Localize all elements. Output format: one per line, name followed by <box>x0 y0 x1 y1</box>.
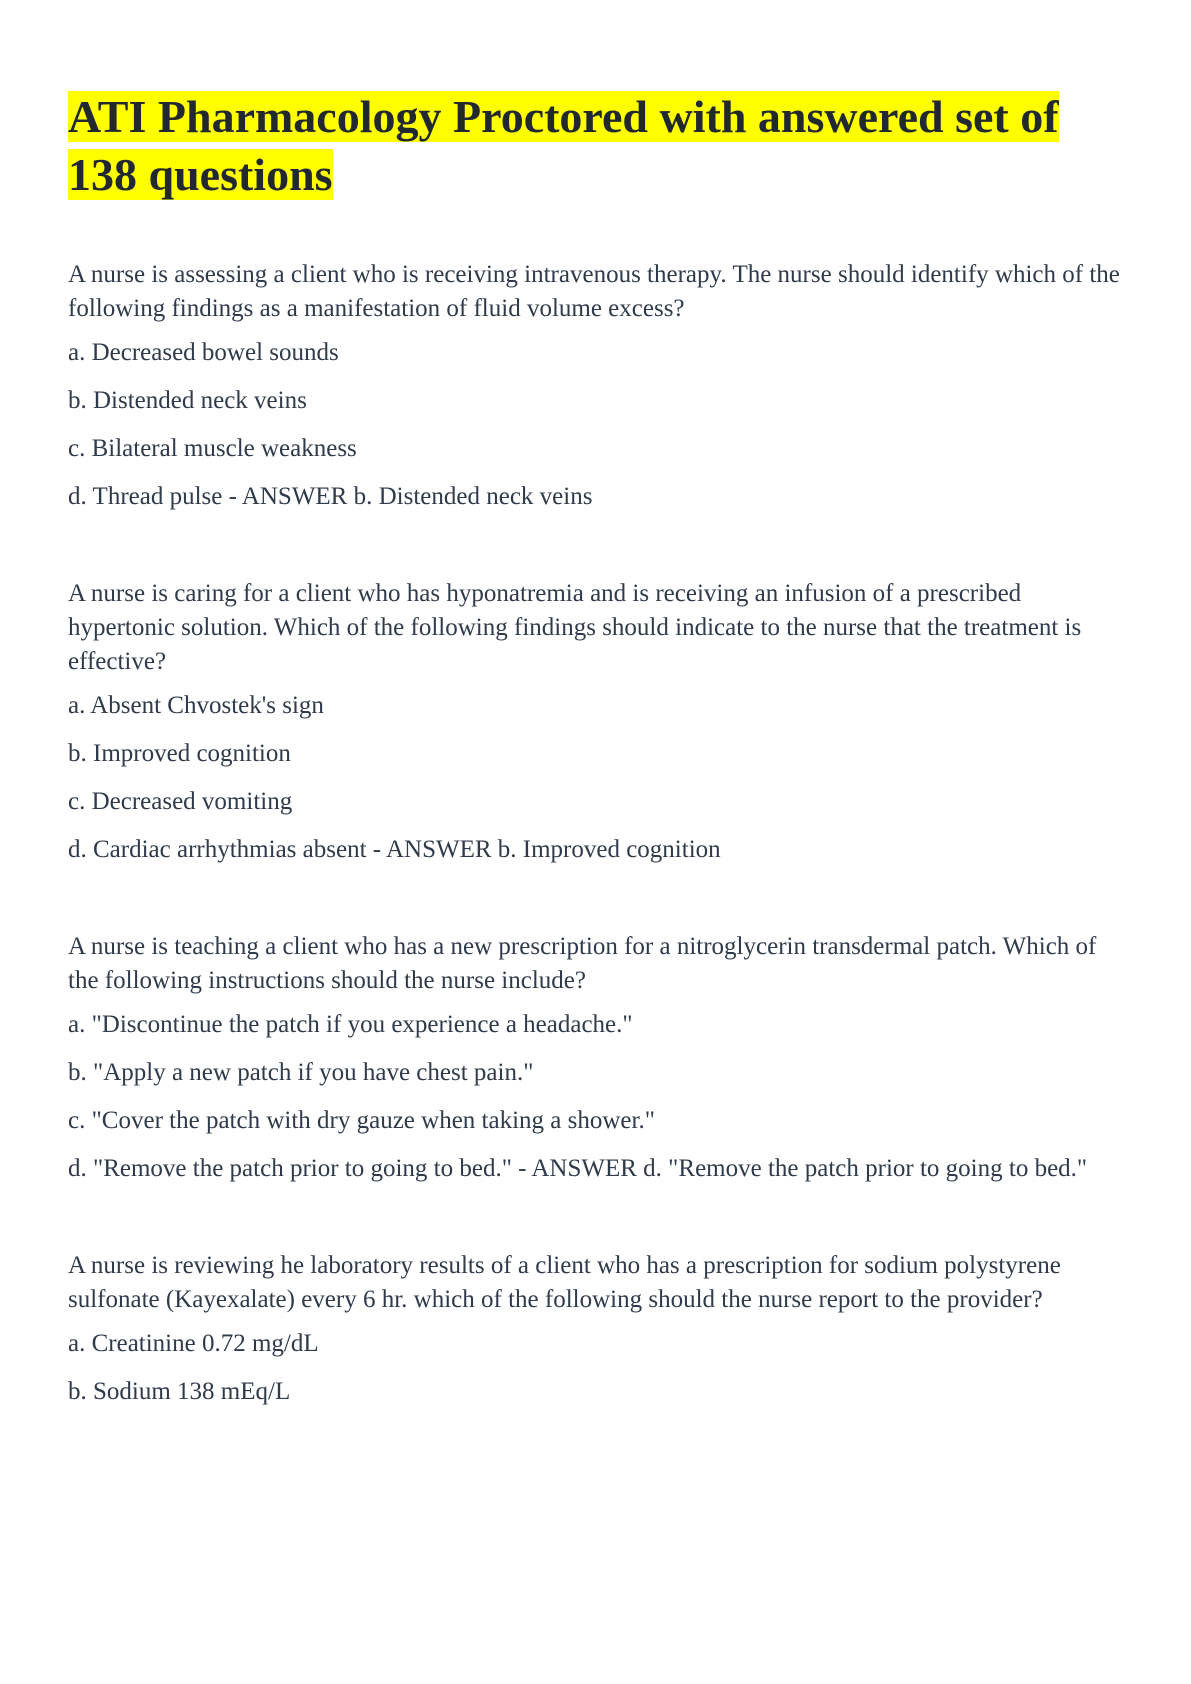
answer-option-a: a. "Discontinue the patch if you experience a headache." <box>68 1011 633 1038</box>
question-1 <box>68 258 1128 514</box>
answer-option-a: a. Absent Chvostek's sign <box>68 692 324 719</box>
answer-option-a: a. Decreased bowel sounds <box>68 339 339 366</box>
question-2 <box>68 577 1128 867</box>
answer-option-b: b. Distended neck veins <box>68 387 307 414</box>
question-text: A nurse is assessing a client who is receiving intravenous therapy. The nurse should identify which of the following findings as a manifestation of fluid volume excess? <box>68 261 1120 322</box>
answer-option-d: d. "Remove the patch prior to going to bed." - ANSWER d. "Remove the patch prior to going to bed." <box>68 1155 1088 1182</box>
answer-option-a: a. Creatinine 0.72 mg/dL <box>68 1330 319 1357</box>
document-title <box>68 88 1128 204</box>
answer-option-b: b. Improved cognition <box>68 740 291 767</box>
question-text: A nurse is reviewing he laboratory results of a client who has a prescription for sodium polystyrene sulfonate (Kayexalate) every 6 hr. which of the following should the nurse report to the provider? <box>68 1252 1061 1313</box>
question-text: A nurse is teaching a client who has a new prescription for a nitroglycerin transdermal patch. Which of the following instructions should the nurse include? <box>68 933 1097 994</box>
answer-option-b: b. "Apply a new patch if you have chest pain." <box>68 1059 534 1086</box>
question-3 <box>68 930 1128 1186</box>
question-text: A nurse is caring for a client who has hyponatremia and is receiving an infusion of a prescribed hypertonic solution. Which of the following findings should indicate to the nurse that the treatment is effective? <box>68 580 1082 675</box>
answer-option-d: d. Thread pulse - ANSWER b. Distended neck veins <box>68 483 593 510</box>
answer-option-c: c. Decreased vomiting <box>68 788 293 815</box>
answer-option-c: c. Bilateral muscle weakness <box>68 435 357 462</box>
title-highlight: ATI Pharmacology Proctored with answered set of 138 questions <box>68 91 1059 200</box>
document-page <box>68 88 1128 1472</box>
question-4 <box>68 1249 1128 1409</box>
answer-option-d: d. Cardiac arrhythmias absent - ANSWER b. Improved cognition <box>68 836 721 863</box>
answer-option-c: c. "Cover the patch with dry gauze when taking a shower." <box>68 1107 655 1134</box>
answer-option-b: b. Sodium 138 mEq/L <box>68 1378 291 1405</box>
